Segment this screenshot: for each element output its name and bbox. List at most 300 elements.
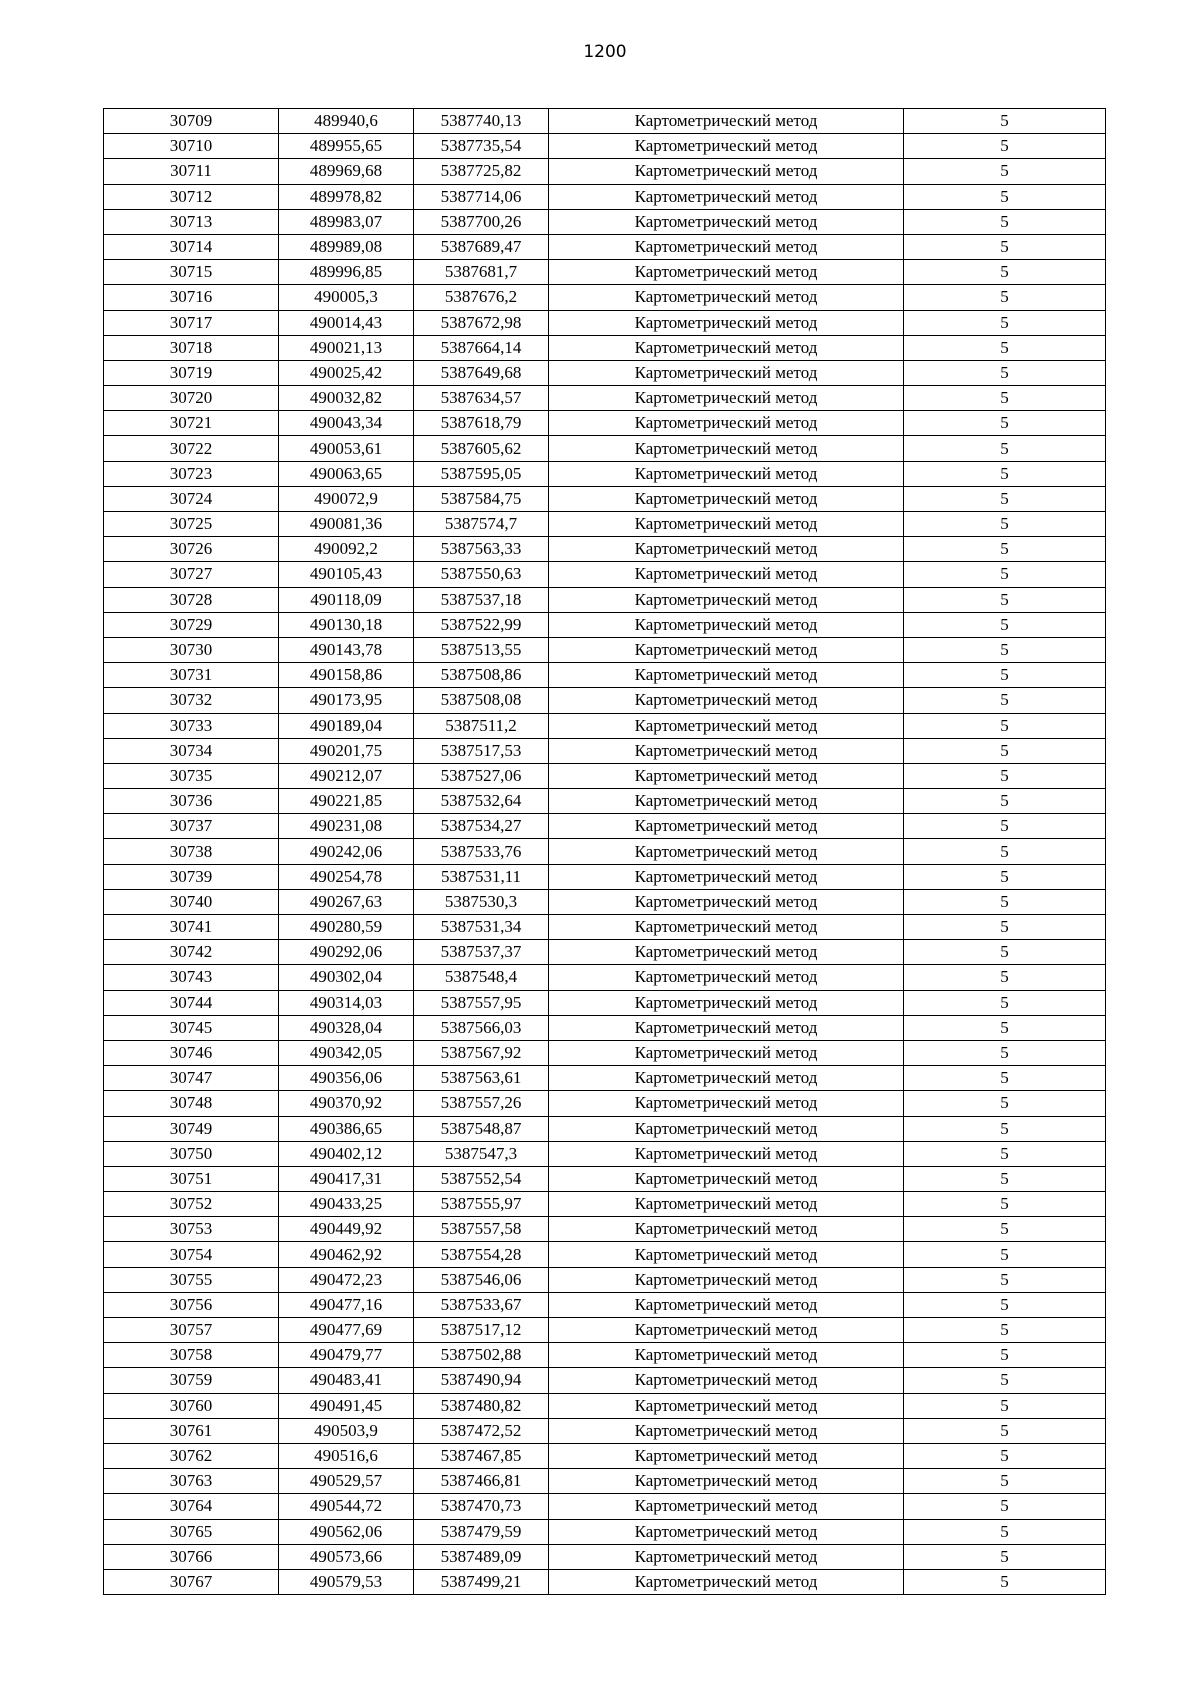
accuracy-cell: 5 xyxy=(904,562,1106,587)
table-row xyxy=(104,1368,1106,1393)
y-coordinate-cell: 5387555,97 xyxy=(414,1192,549,1217)
y-coordinate-cell: 5387735,54 xyxy=(414,134,549,159)
x-coordinate-cell: 490573,66 xyxy=(279,1544,414,1569)
point-number-cell: 30745 xyxy=(104,1015,279,1040)
accuracy-cell: 5 xyxy=(904,436,1106,461)
y-coordinate-cell: 5387566,03 xyxy=(414,1015,549,1040)
x-coordinate-cell: 490483,41 xyxy=(279,1368,414,1393)
accuracy-cell: 5 xyxy=(904,713,1106,738)
accuracy-cell: 5 xyxy=(904,1292,1106,1317)
x-coordinate-cell: 490053,61 xyxy=(279,436,414,461)
x-coordinate-cell: 490328,04 xyxy=(279,1015,414,1040)
point-number-cell: 30739 xyxy=(104,864,279,889)
x-coordinate-cell: 490529,57 xyxy=(279,1469,414,1494)
accuracy-cell: 5 xyxy=(904,990,1106,1015)
table-row xyxy=(104,285,1106,310)
accuracy-cell: 5 xyxy=(904,109,1106,134)
table-row xyxy=(104,1141,1106,1166)
y-coordinate-cell: 5387466,81 xyxy=(414,1469,549,1494)
point-number-cell: 30738 xyxy=(104,839,279,864)
table-row xyxy=(104,134,1106,159)
method-cell: Картометрический метод xyxy=(549,209,904,234)
table-row xyxy=(104,1192,1106,1217)
accuracy-cell: 5 xyxy=(904,209,1106,234)
table-row xyxy=(104,688,1106,713)
method-cell: Картометрический метод xyxy=(549,1469,904,1494)
method-cell: Картометрический метод xyxy=(549,386,904,411)
method-cell: Картометрический метод xyxy=(549,1141,904,1166)
accuracy-cell: 5 xyxy=(904,763,1106,788)
y-coordinate-cell: 5387546,06 xyxy=(414,1267,549,1292)
x-coordinate-cell: 489940,6 xyxy=(279,109,414,134)
y-coordinate-cell: 5387532,64 xyxy=(414,789,549,814)
x-coordinate-cell: 490025,42 xyxy=(279,360,414,385)
point-number-cell: 30763 xyxy=(104,1469,279,1494)
method-cell: Картометрический метод xyxy=(549,1267,904,1292)
accuracy-cell: 5 xyxy=(904,1368,1106,1393)
method-cell: Картометрический метод xyxy=(549,1192,904,1217)
y-coordinate-cell: 5387563,61 xyxy=(414,1066,549,1091)
accuracy-cell: 5 xyxy=(904,688,1106,713)
method-cell: Картометрический метод xyxy=(549,965,904,990)
x-coordinate-cell: 490005,3 xyxy=(279,285,414,310)
point-number-cell: 30735 xyxy=(104,763,279,788)
y-coordinate-cell: 5387531,34 xyxy=(414,915,549,940)
point-number-cell: 30747 xyxy=(104,1066,279,1091)
table-row xyxy=(104,1091,1106,1116)
x-coordinate-cell: 490516,6 xyxy=(279,1443,414,1468)
table-row xyxy=(104,1292,1106,1317)
method-cell: Картометрический метод xyxy=(549,1015,904,1040)
y-coordinate-cell: 5387548,4 xyxy=(414,965,549,990)
point-number-cell: 30732 xyxy=(104,688,279,713)
point-number-cell: 30753 xyxy=(104,1217,279,1242)
point-number-cell: 30731 xyxy=(104,663,279,688)
point-number-cell: 30709 xyxy=(104,109,279,134)
table-row xyxy=(104,713,1106,738)
point-number-cell: 30744 xyxy=(104,990,279,1015)
y-coordinate-cell: 5387527,06 xyxy=(414,763,549,788)
y-coordinate-cell: 5387567,92 xyxy=(414,1040,549,1065)
point-number-cell: 30757 xyxy=(104,1318,279,1343)
y-coordinate-cell: 5387550,63 xyxy=(414,562,549,587)
accuracy-cell: 5 xyxy=(904,839,1106,864)
method-cell: Картометрический метод xyxy=(549,360,904,385)
y-coordinate-cell: 5387557,95 xyxy=(414,990,549,1015)
point-number-cell: 30743 xyxy=(104,965,279,990)
accuracy-cell: 5 xyxy=(904,1443,1106,1468)
method-cell: Картометрический метод xyxy=(549,1343,904,1368)
x-coordinate-cell: 490105,43 xyxy=(279,562,414,587)
y-coordinate-cell: 5387470,73 xyxy=(414,1494,549,1519)
accuracy-cell: 5 xyxy=(904,486,1106,511)
method-cell: Картометрический метод xyxy=(549,335,904,360)
method-cell: Картометрический метод xyxy=(549,285,904,310)
method-cell: Картометрический метод xyxy=(549,109,904,134)
y-coordinate-cell: 5387479,59 xyxy=(414,1519,549,1544)
x-coordinate-cell: 490221,85 xyxy=(279,789,414,814)
table-row xyxy=(104,1343,1106,1368)
table-row xyxy=(104,940,1106,965)
y-coordinate-cell: 5387681,7 xyxy=(414,260,549,285)
method-cell: Картометрический метод xyxy=(549,1066,904,1091)
table-row xyxy=(104,562,1106,587)
method-cell: Картометрический метод xyxy=(549,1393,904,1418)
y-coordinate-cell: 5387700,26 xyxy=(414,209,549,234)
y-coordinate-cell: 5387676,2 xyxy=(414,285,549,310)
accuracy-cell: 5 xyxy=(904,184,1106,209)
method-cell: Картометрический метод xyxy=(549,310,904,335)
method-cell: Картометрический метод xyxy=(549,713,904,738)
y-coordinate-cell: 5387531,11 xyxy=(414,864,549,889)
table-row xyxy=(104,1040,1106,1065)
table-row xyxy=(104,411,1106,436)
x-coordinate-cell: 490462,92 xyxy=(279,1242,414,1267)
point-number-cell: 30730 xyxy=(104,637,279,662)
method-cell: Картометрический метод xyxy=(549,234,904,259)
table-row xyxy=(104,159,1106,184)
table-row xyxy=(104,335,1106,360)
accuracy-cell: 5 xyxy=(904,915,1106,940)
method-cell: Картометрический метод xyxy=(549,411,904,436)
x-coordinate-cell: 490014,43 xyxy=(279,310,414,335)
x-coordinate-cell: 490479,77 xyxy=(279,1343,414,1368)
point-number-cell: 30746 xyxy=(104,1040,279,1065)
y-coordinate-cell: 5387548,87 xyxy=(414,1116,549,1141)
method-cell: Картометрический метод xyxy=(549,915,904,940)
method-cell: Картометрический метод xyxy=(549,789,904,814)
table-row xyxy=(104,1166,1106,1191)
y-coordinate-cell: 5387649,68 xyxy=(414,360,549,385)
table-row xyxy=(104,1494,1106,1519)
method-cell: Картометрический метод xyxy=(549,1217,904,1242)
method-cell: Картометрический метод xyxy=(549,1569,904,1594)
y-coordinate-cell: 5387689,47 xyxy=(414,234,549,259)
method-cell: Картометрический метод xyxy=(549,1166,904,1191)
accuracy-cell: 5 xyxy=(904,1494,1106,1519)
method-cell: Картометрический метод xyxy=(549,839,904,864)
x-coordinate-cell: 490402,12 xyxy=(279,1141,414,1166)
point-number-cell: 30719 xyxy=(104,360,279,385)
table-row xyxy=(104,587,1106,612)
coordinates-table xyxy=(103,108,1106,1595)
accuracy-cell: 5 xyxy=(904,789,1106,814)
table-row xyxy=(104,814,1106,839)
y-coordinate-cell: 5387534,27 xyxy=(414,814,549,839)
accuracy-cell: 5 xyxy=(904,537,1106,562)
point-number-cell: 30755 xyxy=(104,1267,279,1292)
point-number-cell: 30760 xyxy=(104,1393,279,1418)
table-row xyxy=(104,209,1106,234)
y-coordinate-cell: 5387554,28 xyxy=(414,1242,549,1267)
y-coordinate-cell: 5387714,06 xyxy=(414,184,549,209)
point-number-cell: 30725 xyxy=(104,512,279,537)
point-number-cell: 30723 xyxy=(104,461,279,486)
y-coordinate-cell: 5387513,55 xyxy=(414,637,549,662)
table-row xyxy=(104,1393,1106,1418)
x-coordinate-cell: 490092,2 xyxy=(279,537,414,562)
table-row xyxy=(104,109,1106,134)
method-cell: Картометрический метод xyxy=(549,738,904,763)
method-cell: Картометрический метод xyxy=(549,512,904,537)
method-cell: Картометрический метод xyxy=(549,461,904,486)
point-number-cell: 30713 xyxy=(104,209,279,234)
x-coordinate-cell: 490280,59 xyxy=(279,915,414,940)
method-cell: Картометрический метод xyxy=(549,587,904,612)
accuracy-cell: 5 xyxy=(904,1318,1106,1343)
table-row xyxy=(104,965,1106,990)
table-row xyxy=(104,789,1106,814)
point-number-cell: 30759 xyxy=(104,1368,279,1393)
accuracy-cell: 5 xyxy=(904,1544,1106,1569)
accuracy-cell: 5 xyxy=(904,1192,1106,1217)
y-coordinate-cell: 5387672,98 xyxy=(414,310,549,335)
table-row xyxy=(104,889,1106,914)
point-number-cell: 30722 xyxy=(104,436,279,461)
x-coordinate-cell: 490302,04 xyxy=(279,965,414,990)
point-number-cell: 30761 xyxy=(104,1418,279,1443)
accuracy-cell: 5 xyxy=(904,1569,1106,1594)
point-number-cell: 30766 xyxy=(104,1544,279,1569)
table-row xyxy=(104,184,1106,209)
y-coordinate-cell: 5387508,08 xyxy=(414,688,549,713)
x-coordinate-cell: 490254,78 xyxy=(279,864,414,889)
y-coordinate-cell: 5387552,54 xyxy=(414,1166,549,1191)
y-coordinate-cell: 5387725,82 xyxy=(414,159,549,184)
y-coordinate-cell: 5387502,88 xyxy=(414,1343,549,1368)
accuracy-cell: 5 xyxy=(904,1015,1106,1040)
accuracy-cell: 5 xyxy=(904,889,1106,914)
y-coordinate-cell: 5387533,67 xyxy=(414,1292,549,1317)
accuracy-cell: 5 xyxy=(904,285,1106,310)
point-number-cell: 30765 xyxy=(104,1519,279,1544)
x-coordinate-cell: 489983,07 xyxy=(279,209,414,234)
x-coordinate-cell: 490173,95 xyxy=(279,688,414,713)
method-cell: Картометрический метод xyxy=(549,1519,904,1544)
table-row xyxy=(104,234,1106,259)
y-coordinate-cell: 5387533,76 xyxy=(414,839,549,864)
y-coordinate-cell: 5387605,62 xyxy=(414,436,549,461)
accuracy-cell: 5 xyxy=(904,512,1106,537)
table-row xyxy=(104,310,1106,335)
table-row xyxy=(104,839,1106,864)
accuracy-cell: 5 xyxy=(904,587,1106,612)
y-coordinate-cell: 5387508,86 xyxy=(414,663,549,688)
method-cell: Картометрический метод xyxy=(549,688,904,713)
x-coordinate-cell: 490118,09 xyxy=(279,587,414,612)
accuracy-cell: 5 xyxy=(904,1141,1106,1166)
y-coordinate-cell: 5387517,53 xyxy=(414,738,549,763)
table-row xyxy=(104,1318,1106,1343)
point-number-cell: 30714 xyxy=(104,234,279,259)
y-coordinate-cell: 5387499,21 xyxy=(414,1569,549,1594)
y-coordinate-cell: 5387563,33 xyxy=(414,537,549,562)
point-number-cell: 30758 xyxy=(104,1343,279,1368)
accuracy-cell: 5 xyxy=(904,461,1106,486)
method-cell: Картометрический метод xyxy=(549,1116,904,1141)
table-row xyxy=(104,915,1106,940)
table-row xyxy=(104,612,1106,637)
table-row xyxy=(104,738,1106,763)
table-row xyxy=(104,1443,1106,1468)
x-coordinate-cell: 490043,34 xyxy=(279,411,414,436)
method-cell: Картометрический метод xyxy=(549,1544,904,1569)
y-coordinate-cell: 5387480,82 xyxy=(414,1393,549,1418)
method-cell: Картометрический метод xyxy=(549,763,904,788)
x-coordinate-cell: 490201,75 xyxy=(279,738,414,763)
table-row xyxy=(104,637,1106,662)
point-number-cell: 30740 xyxy=(104,889,279,914)
method-cell: Картометрический метод xyxy=(549,990,904,1015)
accuracy-cell: 5 xyxy=(904,1116,1106,1141)
point-number-cell: 30729 xyxy=(104,612,279,637)
table-row xyxy=(104,1469,1106,1494)
x-coordinate-cell: 490433,25 xyxy=(279,1192,414,1217)
y-coordinate-cell: 5387547,3 xyxy=(414,1141,549,1166)
accuracy-cell: 5 xyxy=(904,1418,1106,1443)
y-coordinate-cell: 5387618,79 xyxy=(414,411,549,436)
table-row xyxy=(104,1116,1106,1141)
point-number-cell: 30717 xyxy=(104,310,279,335)
point-number-cell: 30749 xyxy=(104,1116,279,1141)
method-cell: Картометрический метод xyxy=(549,562,904,587)
method-cell: Картометрический метод xyxy=(549,1368,904,1393)
table-row xyxy=(104,260,1106,285)
x-coordinate-cell: 490063,65 xyxy=(279,461,414,486)
accuracy-cell: 5 xyxy=(904,864,1106,889)
x-coordinate-cell: 490356,06 xyxy=(279,1066,414,1091)
accuracy-cell: 5 xyxy=(904,134,1106,159)
table-row xyxy=(104,1015,1106,1040)
x-coordinate-cell: 490544,72 xyxy=(279,1494,414,1519)
point-number-cell: 30737 xyxy=(104,814,279,839)
method-cell: Картометрический метод xyxy=(549,1318,904,1343)
y-coordinate-cell: 5387472,52 xyxy=(414,1418,549,1443)
method-cell: Картометрический метод xyxy=(549,134,904,159)
x-coordinate-cell: 490477,69 xyxy=(279,1318,414,1343)
method-cell: Картометрический метод xyxy=(549,184,904,209)
method-cell: Картометрический метод xyxy=(549,486,904,511)
x-coordinate-cell: 490292,06 xyxy=(279,940,414,965)
accuracy-cell: 5 xyxy=(904,260,1106,285)
x-coordinate-cell: 489955,65 xyxy=(279,134,414,159)
point-number-cell: 30752 xyxy=(104,1192,279,1217)
accuracy-cell: 5 xyxy=(904,1343,1106,1368)
y-coordinate-cell: 5387740,13 xyxy=(414,109,549,134)
point-number-cell: 30736 xyxy=(104,789,279,814)
y-coordinate-cell: 5387595,05 xyxy=(414,461,549,486)
x-coordinate-cell: 490231,08 xyxy=(279,814,414,839)
point-number-cell: 30762 xyxy=(104,1443,279,1468)
x-coordinate-cell: 490314,03 xyxy=(279,990,414,1015)
accuracy-cell: 5 xyxy=(904,386,1106,411)
point-number-cell: 30728 xyxy=(104,587,279,612)
table-row xyxy=(104,386,1106,411)
method-cell: Картометрический метод xyxy=(549,637,904,662)
accuracy-cell: 5 xyxy=(904,1469,1106,1494)
x-coordinate-cell: 489989,08 xyxy=(279,234,414,259)
accuracy-cell: 5 xyxy=(904,159,1106,184)
method-cell: Картометрический метод xyxy=(549,537,904,562)
x-coordinate-cell: 490472,23 xyxy=(279,1267,414,1292)
method-cell: Картометрический метод xyxy=(549,663,904,688)
x-coordinate-cell: 490021,13 xyxy=(279,335,414,360)
accuracy-cell: 5 xyxy=(904,335,1106,360)
table-row xyxy=(104,537,1106,562)
method-cell: Картометрический метод xyxy=(549,1494,904,1519)
y-coordinate-cell: 5387511,2 xyxy=(414,713,549,738)
x-coordinate-cell: 489996,85 xyxy=(279,260,414,285)
x-coordinate-cell: 490562,06 xyxy=(279,1519,414,1544)
point-number-cell: 30727 xyxy=(104,562,279,587)
table-row xyxy=(104,1267,1106,1292)
y-coordinate-cell: 5387490,94 xyxy=(414,1368,549,1393)
table-row xyxy=(104,1544,1106,1569)
x-coordinate-cell: 490370,92 xyxy=(279,1091,414,1116)
y-coordinate-cell: 5387522,99 xyxy=(414,612,549,637)
table-row xyxy=(104,436,1106,461)
point-number-cell: 30715 xyxy=(104,260,279,285)
y-coordinate-cell: 5387530,3 xyxy=(414,889,549,914)
y-coordinate-cell: 5387537,18 xyxy=(414,587,549,612)
accuracy-cell: 5 xyxy=(904,1393,1106,1418)
point-number-cell: 30764 xyxy=(104,1494,279,1519)
accuracy-cell: 5 xyxy=(904,1242,1106,1267)
table-row xyxy=(104,1418,1106,1443)
x-coordinate-cell: 490130,18 xyxy=(279,612,414,637)
point-number-cell: 30751 xyxy=(104,1166,279,1191)
table-row xyxy=(104,1519,1106,1544)
table-row xyxy=(104,990,1106,1015)
method-cell: Картометрический метод xyxy=(549,889,904,914)
point-number-cell: 30742 xyxy=(104,940,279,965)
table-row xyxy=(104,1217,1106,1242)
x-coordinate-cell: 490477,16 xyxy=(279,1292,414,1317)
x-coordinate-cell: 490242,06 xyxy=(279,839,414,864)
point-number-cell: 30741 xyxy=(104,915,279,940)
x-coordinate-cell: 489969,68 xyxy=(279,159,414,184)
accuracy-cell: 5 xyxy=(904,1091,1106,1116)
method-cell: Картометрический метод xyxy=(549,260,904,285)
accuracy-cell: 5 xyxy=(904,612,1106,637)
x-coordinate-cell: 489978,82 xyxy=(279,184,414,209)
method-cell: Картометрический метод xyxy=(549,1242,904,1267)
point-number-cell: 30733 xyxy=(104,713,279,738)
x-coordinate-cell: 490072,9 xyxy=(279,486,414,511)
point-number-cell: 30724 xyxy=(104,486,279,511)
y-coordinate-cell: 5387537,37 xyxy=(414,940,549,965)
y-coordinate-cell: 5387467,85 xyxy=(414,1443,549,1468)
x-coordinate-cell: 490491,45 xyxy=(279,1393,414,1418)
point-number-cell: 30756 xyxy=(104,1292,279,1317)
accuracy-cell: 5 xyxy=(904,738,1106,763)
point-number-cell: 30748 xyxy=(104,1091,279,1116)
accuracy-cell: 5 xyxy=(904,1066,1106,1091)
x-coordinate-cell: 490158,86 xyxy=(279,663,414,688)
accuracy-cell: 5 xyxy=(904,814,1106,839)
method-cell: Картометрический метод xyxy=(549,1292,904,1317)
point-number-cell: 30726 xyxy=(104,537,279,562)
method-cell: Картометрический метод xyxy=(549,1443,904,1468)
table-row xyxy=(104,1569,1106,1594)
x-coordinate-cell: 490032,82 xyxy=(279,386,414,411)
table-row xyxy=(104,486,1106,511)
x-coordinate-cell: 490579,53 xyxy=(279,1569,414,1594)
x-coordinate-cell: 490503,9 xyxy=(279,1418,414,1443)
y-coordinate-cell: 5387557,26 xyxy=(414,1091,549,1116)
method-cell: Картометрический метод xyxy=(549,1418,904,1443)
accuracy-cell: 5 xyxy=(904,1267,1106,1292)
